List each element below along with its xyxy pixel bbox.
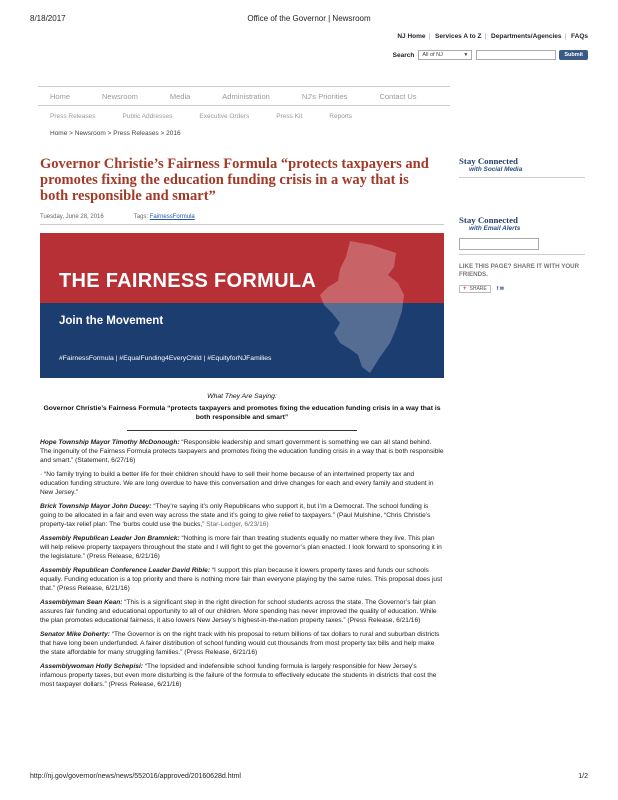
- quote-item: [40, 630, 444, 657]
- quote-speaker: Brick Township Mayor John Ducey:: [40, 503, 152, 510]
- tags: [134, 214, 195, 220]
- divider: [459, 177, 585, 178]
- quote-text: “I support this plan because it lowers property taxes and funds our schools equally. Funding education is a top priority and there is nothing more fair than everyone playing by the same rules. This proposal does just that.” (Press Release, 6/21/16): [40, 567, 443, 592]
- social-subtitle[interactable]: with Social Media: [469, 166, 523, 173]
- quotes-list: [40, 438, 444, 694]
- top-link-services[interactable]: Services A to Z: [435, 33, 482, 40]
- share-widget: [459, 285, 585, 293]
- search-input[interactable]: [476, 50, 556, 60]
- quotes-subhead: Governor Christie’s Fairness Formula “protects taxpayers and promotes fixing the education funding crisis in a way that is both responsible and smart”: [43, 405, 441, 421]
- quote-speaker: Assemblyman Sean Kean:: [40, 599, 123, 606]
- nav-home[interactable]: Home: [50, 91, 71, 101]
- print-page-title: Office of the Governor | Newsroom: [247, 14, 371, 23]
- subnav-press-releases[interactable]: Press Releases: [50, 113, 96, 120]
- top-link-departments[interactable]: Departments/Agencies: [491, 33, 562, 40]
- share-label: SHARE: [469, 285, 487, 292]
- share-icon: +: [463, 285, 467, 292]
- fairness-formula-banner: [40, 233, 444, 378]
- footer-url: http://nj.gov/governor/news/news/552016/approved/20160628d.html: [30, 773, 241, 780]
- tag-link[interactable]: FairnessFormula: [149, 214, 195, 220]
- quote-speaker: Assemblywoman Holly Schepisi:: [40, 663, 143, 670]
- print-date: 8/18/2017: [30, 14, 66, 23]
- quote-item: [40, 470, 444, 497]
- quote-text: “Nothing is more fair than treating students equally no matter where they live. This plan will help relieve property taxpayers throughout the state and I will fight to get the governor’s plan enacted. I look forward to sponsoring it in the legislature.” (Press Release, 6/21/16): [40, 535, 442, 560]
- search-submit-button[interactable]: Submit: [559, 50, 588, 60]
- quote-text: · “No family trying to build a better life for their children should have to sell their home because of an intertwined property tax and education funding structure. We are long overdue to have this conversation and drive changes for each and every family and student in New Jersey.”: [40, 471, 434, 496]
- banner-title: THE FAIRNESS FORMULA: [59, 270, 317, 292]
- quote-speaker: Assembly Republican Conference Leader David Rible:: [40, 567, 211, 574]
- nav-priorities[interactable]: NJ's Priorities: [301, 91, 348, 101]
- quote-source: Star-Ledger, 6/23/16): [206, 521, 269, 528]
- search-bar: [393, 50, 588, 60]
- nav-contact[interactable]: Contact Us: [379, 91, 417, 101]
- top-links: NJ Home | Services A to Z | Departments/Agencies | FAQs: [397, 33, 588, 40]
- sub-nav: [50, 113, 379, 120]
- nav-newsroom[interactable]: Newsroom: [102, 91, 138, 101]
- top-link-faqs[interactable]: FAQs: [571, 33, 588, 40]
- subnav-press-kit[interactable]: Press Kit: [276, 113, 303, 120]
- quote-speaker: Hope Township Mayor Timothy McDonough:: [40, 439, 180, 446]
- subnav-executive-orders[interactable]: Executive Orders: [199, 113, 250, 120]
- quote-item: [40, 438, 444, 465]
- quote-text: “Responsible leadership and smart government is something we can all stand behind. The ingenuity of the Fairness Formula protects taxpayers and promotes fixing the education funding crisis in a way that is both responsible and smart.” (Statement, 6/27/16): [40, 439, 444, 464]
- page-title: Governor Christie’s Fairness Formula “protects taxpayers and promotes fixing the education funding crisis in a way that is both responsible and smart”: [40, 156, 429, 204]
- page-number: 1/2: [578, 773, 588, 780]
- email-alerts-input[interactable]: [459, 238, 539, 250]
- quote-item: [40, 534, 444, 561]
- email-title: Stay Connected: [459, 215, 518, 225]
- quote-speaker: Assembly Republican Leader Jon Bramnick:: [40, 535, 180, 542]
- chevron-down-icon: ▼: [463, 52, 469, 58]
- banner-hashtags: #FairnessFormula | #EqualFunding4EveryChild | #EquityforNJFamilies: [59, 355, 272, 362]
- divider: [459, 254, 585, 255]
- quote-text: “They’re saying it’s only Republicans who support it, but I’m a Democrat. The school funding is going to be allocated in a fair and even way across the state and it’s going to give relief to taxpayers.” (Paul Mulshine, “Chris Christie’s property-tax relief plan: The ‘burbs could use the bucks,”: [40, 503, 431, 528]
- quote-speaker: Senator Mike Doherty:: [40, 631, 110, 638]
- what-they-say-label: What They Are Saying:: [207, 393, 277, 400]
- quote-text: “The lopsided and indefensible school funding formula is largely responsible for New Jersey’s infamous property taxes, but even more disturbing is the failure of the formula to effectively educate the students in districts that cost the most taxpayer dollars.” (Press Release, 6/21/16): [40, 663, 437, 688]
- print-footer: [30, 773, 588, 780]
- new-jersey-map-icon: [310, 239, 420, 377]
- social-title: Stay Connected: [459, 156, 518, 166]
- quote-item: [40, 566, 444, 593]
- nav-administration[interactable]: Administration: [222, 91, 270, 101]
- like-share-text: LIKE THIS PAGE? SHARE IT WITH YOUR FRIENDS.: [459, 263, 580, 278]
- breadcrumb[interactable]: Home > Newsroom > Press Releases > 2016: [50, 130, 181, 137]
- subnav-reports[interactable]: Reports: [329, 113, 353, 120]
- quote-item: [40, 598, 444, 625]
- social-icons[interactable]: f ✉: [496, 286, 504, 292]
- search-scope-value: All of NJ: [422, 52, 443, 58]
- main-nav: [38, 86, 450, 106]
- email-subtitle: with Email Alerts: [469, 225, 521, 232]
- subnav-public-addresses[interactable]: Public Addresses: [122, 113, 173, 120]
- quote-text: “This is a significant step in the right direction for school students across the state. The Governor’s fair plan assures fair funding and educational opportunity to all of our children. More spending has never improved the quality of education. While the plan promotes educational fairness, it also lowers New Jersey’s highest-in-the-nation property taxes.” (Press Release, 6/21/16): [40, 599, 437, 624]
- nav-media[interactable]: Media: [169, 91, 191, 101]
- divider: [127, 430, 357, 431]
- sidebar-email: [459, 215, 585, 293]
- search-label: Search: [392, 51, 415, 59]
- sidebar-social: [459, 156, 585, 178]
- share-button[interactable]: [459, 285, 491, 293]
- top-link-nj-home[interactable]: NJ Home: [397, 33, 426, 40]
- search-scope-select[interactable]: [418, 50, 472, 60]
- banner-subtitle: Join the Movement: [59, 315, 164, 327]
- article-meta: [40, 214, 444, 225]
- tags-label: Tags:: [133, 214, 149, 220]
- article-date: Tuesday, June 28, 2016: [40, 214, 104, 220]
- quote-item: [40, 502, 444, 529]
- quote-item: [40, 662, 444, 689]
- quote-text: “The Governor is on the right track with his proposal to return billions of tax dollars to rural and suburban districts that have long been underfunded. A fairer distribution of school funding would cut thousands from most property tax bills and help make the state affordable for many struggling families.” (Press Release, 6/21/16): [40, 631, 440, 656]
